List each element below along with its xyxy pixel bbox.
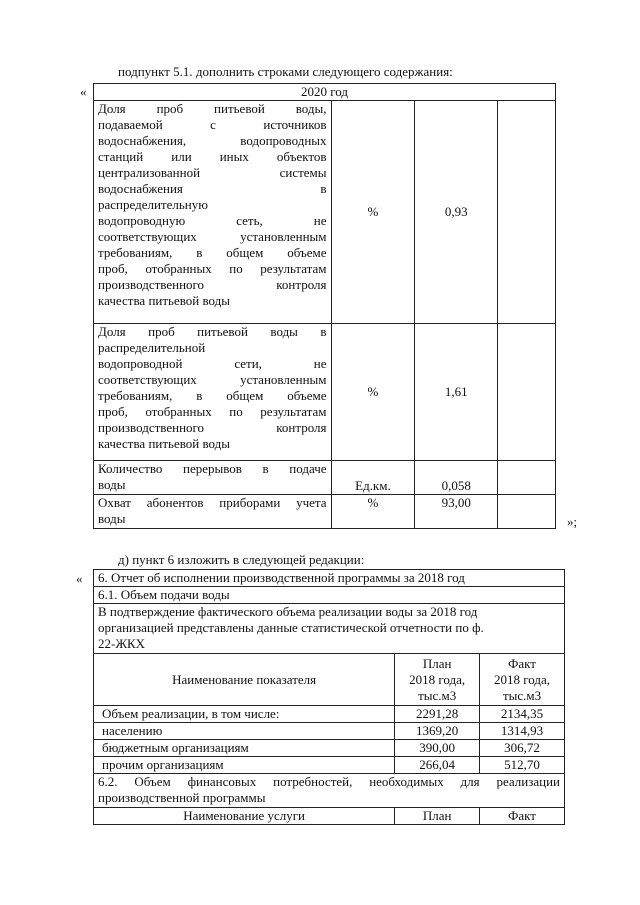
open-quote-1: «	[80, 84, 87, 99]
name-line: качества питьевой воды	[98, 436, 231, 451]
plan-value: 1369,20	[395, 723, 480, 740]
name-line: Количество перерывов в подаче	[98, 461, 327, 476]
report-title: 6. Отчет об исполнении производственной программы за 2018 год	[94, 570, 565, 587]
service-plan-header: План	[395, 808, 480, 825]
name-line: Доля проб питьевой воды,	[98, 101, 327, 116]
table-row	[94, 461, 556, 495]
name-line: требованиям, в общем объеме	[98, 245, 327, 260]
indicator-name	[94, 461, 332, 495]
name-line: требованиям, в общем объеме	[98, 388, 327, 403]
intro-6: д) пункт 6 изложить в следующей редакции:	[118, 552, 365, 567]
name-line: производственного контроля	[98, 420, 327, 435]
unit-cell: %	[331, 495, 415, 529]
table-report-2018	[93, 569, 565, 825]
fact-value: 1314,93	[480, 723, 565, 740]
name-line: подаваемой с источников	[98, 117, 327, 132]
unit-cell: %	[331, 101, 415, 324]
plan-value: 266,04	[395, 757, 480, 774]
report-title-row	[94, 570, 565, 587]
table-row	[94, 740, 565, 757]
header-line: Факт	[508, 655, 536, 671]
table-row	[94, 495, 556, 529]
name-line: водоснабжения в	[98, 181, 327, 196]
text-line: организацией представлены данные статистической отчетности по ф.	[98, 620, 484, 635]
service-name-header: Наименование услуги	[94, 808, 395, 825]
name-line: воды	[98, 477, 126, 492]
name-line: соответствующих установленным	[98, 372, 327, 387]
indicator-name	[94, 101, 332, 324]
fact-value: 306,72	[480, 740, 565, 757]
open-quote-2: «	[76, 571, 83, 586]
header-line: тыс.м3	[502, 687, 542, 703]
subheader-row	[94, 587, 565, 604]
row-name: прочим организациям	[94, 757, 395, 774]
name-line: Доля проб питьевой воды в	[98, 324, 327, 339]
name-line: централизованной системы	[98, 165, 327, 180]
year-header-row	[94, 84, 556, 101]
fact-value: 2134,35	[480, 706, 565, 723]
text-line: 22-ЖКХ	[98, 636, 146, 651]
name-line: проб, отобранных по результатам	[98, 404, 327, 419]
value-cell: 1,61	[415, 324, 498, 461]
table-row	[94, 706, 565, 723]
empty-cell	[498, 324, 556, 461]
name-line: Охват абонентов приборами учета	[98, 495, 327, 510]
name-line: качества питьевой воды	[98, 293, 231, 308]
empty-cell	[498, 101, 556, 324]
header-line: 2018 года,	[409, 671, 466, 687]
name-line: распределительную	[98, 197, 208, 212]
plan-value: 390,00	[395, 740, 480, 757]
empty-cell	[498, 461, 556, 495]
plan-value: 2291,28	[395, 706, 480, 723]
name-line: соответствующих установленным	[98, 229, 327, 244]
unit-cell: Ед.км.	[331, 461, 415, 495]
table-row	[94, 324, 556, 461]
row-name: населению	[94, 723, 395, 740]
row-name: Объем реализации, в том числе:	[94, 706, 395, 723]
col-header-fact	[480, 654, 565, 706]
unit-cell: %	[331, 324, 415, 461]
value-cell: 0,93	[415, 101, 498, 324]
service-fact-header: Факт	[480, 808, 565, 825]
confirmation-text	[94, 604, 565, 654]
name-line: водопроводной сети, не	[98, 356, 327, 371]
value-cell: 0,058	[415, 461, 498, 495]
intro-5-1: подпункт 5.1. дополнить строками следующего содержания:	[118, 64, 453, 79]
subheader-row	[94, 774, 565, 808]
name-line: станций или иных объектов	[98, 149, 327, 164]
col-header-plan	[395, 654, 480, 706]
empty-cell	[498, 495, 556, 529]
year-header: 2020 год	[94, 84, 556, 101]
text-line: 6.2. Объем финансовых потребностей, необходимых для реализации	[98, 774, 560, 789]
fact-value: 512,70	[480, 757, 565, 774]
name-line: проб, отобранных по результатам	[98, 261, 327, 276]
header-line: План	[422, 655, 452, 671]
header-line: тыс.м3	[418, 687, 457, 703]
table-row	[94, 723, 565, 740]
indicator-name	[94, 324, 332, 461]
value-cell: 93,00	[415, 495, 498, 529]
confirmation-row	[94, 604, 565, 654]
subheader-6-1: 6.1. Объем подачи воды	[94, 587, 565, 604]
text-line: производственной программы	[98, 790, 266, 805]
name-line: воды	[98, 511, 126, 526]
indicator-name	[94, 495, 332, 529]
table-2020	[93, 83, 556, 529]
name-line: производственного контроля	[98, 277, 327, 292]
close-quote: »;	[567, 514, 578, 529]
table-row	[94, 757, 565, 774]
header-line: 2018 года,	[494, 671, 551, 687]
text-line: В подтверждение фактического объема реализации воды за 2018 год	[98, 604, 478, 619]
col-header-name: Наименование показателя	[94, 654, 395, 706]
row-name: бюджетным организациям	[94, 740, 395, 757]
name-line: распределительной	[98, 340, 206, 355]
table-row	[94, 101, 556, 324]
subheader-6-2	[94, 774, 565, 808]
name-line: водоснабжения, водопроводных	[98, 133, 327, 148]
column-header-row	[94, 654, 565, 706]
service-header-row	[94, 808, 565, 825]
name-line: водопроводную сеть, не	[98, 213, 327, 228]
